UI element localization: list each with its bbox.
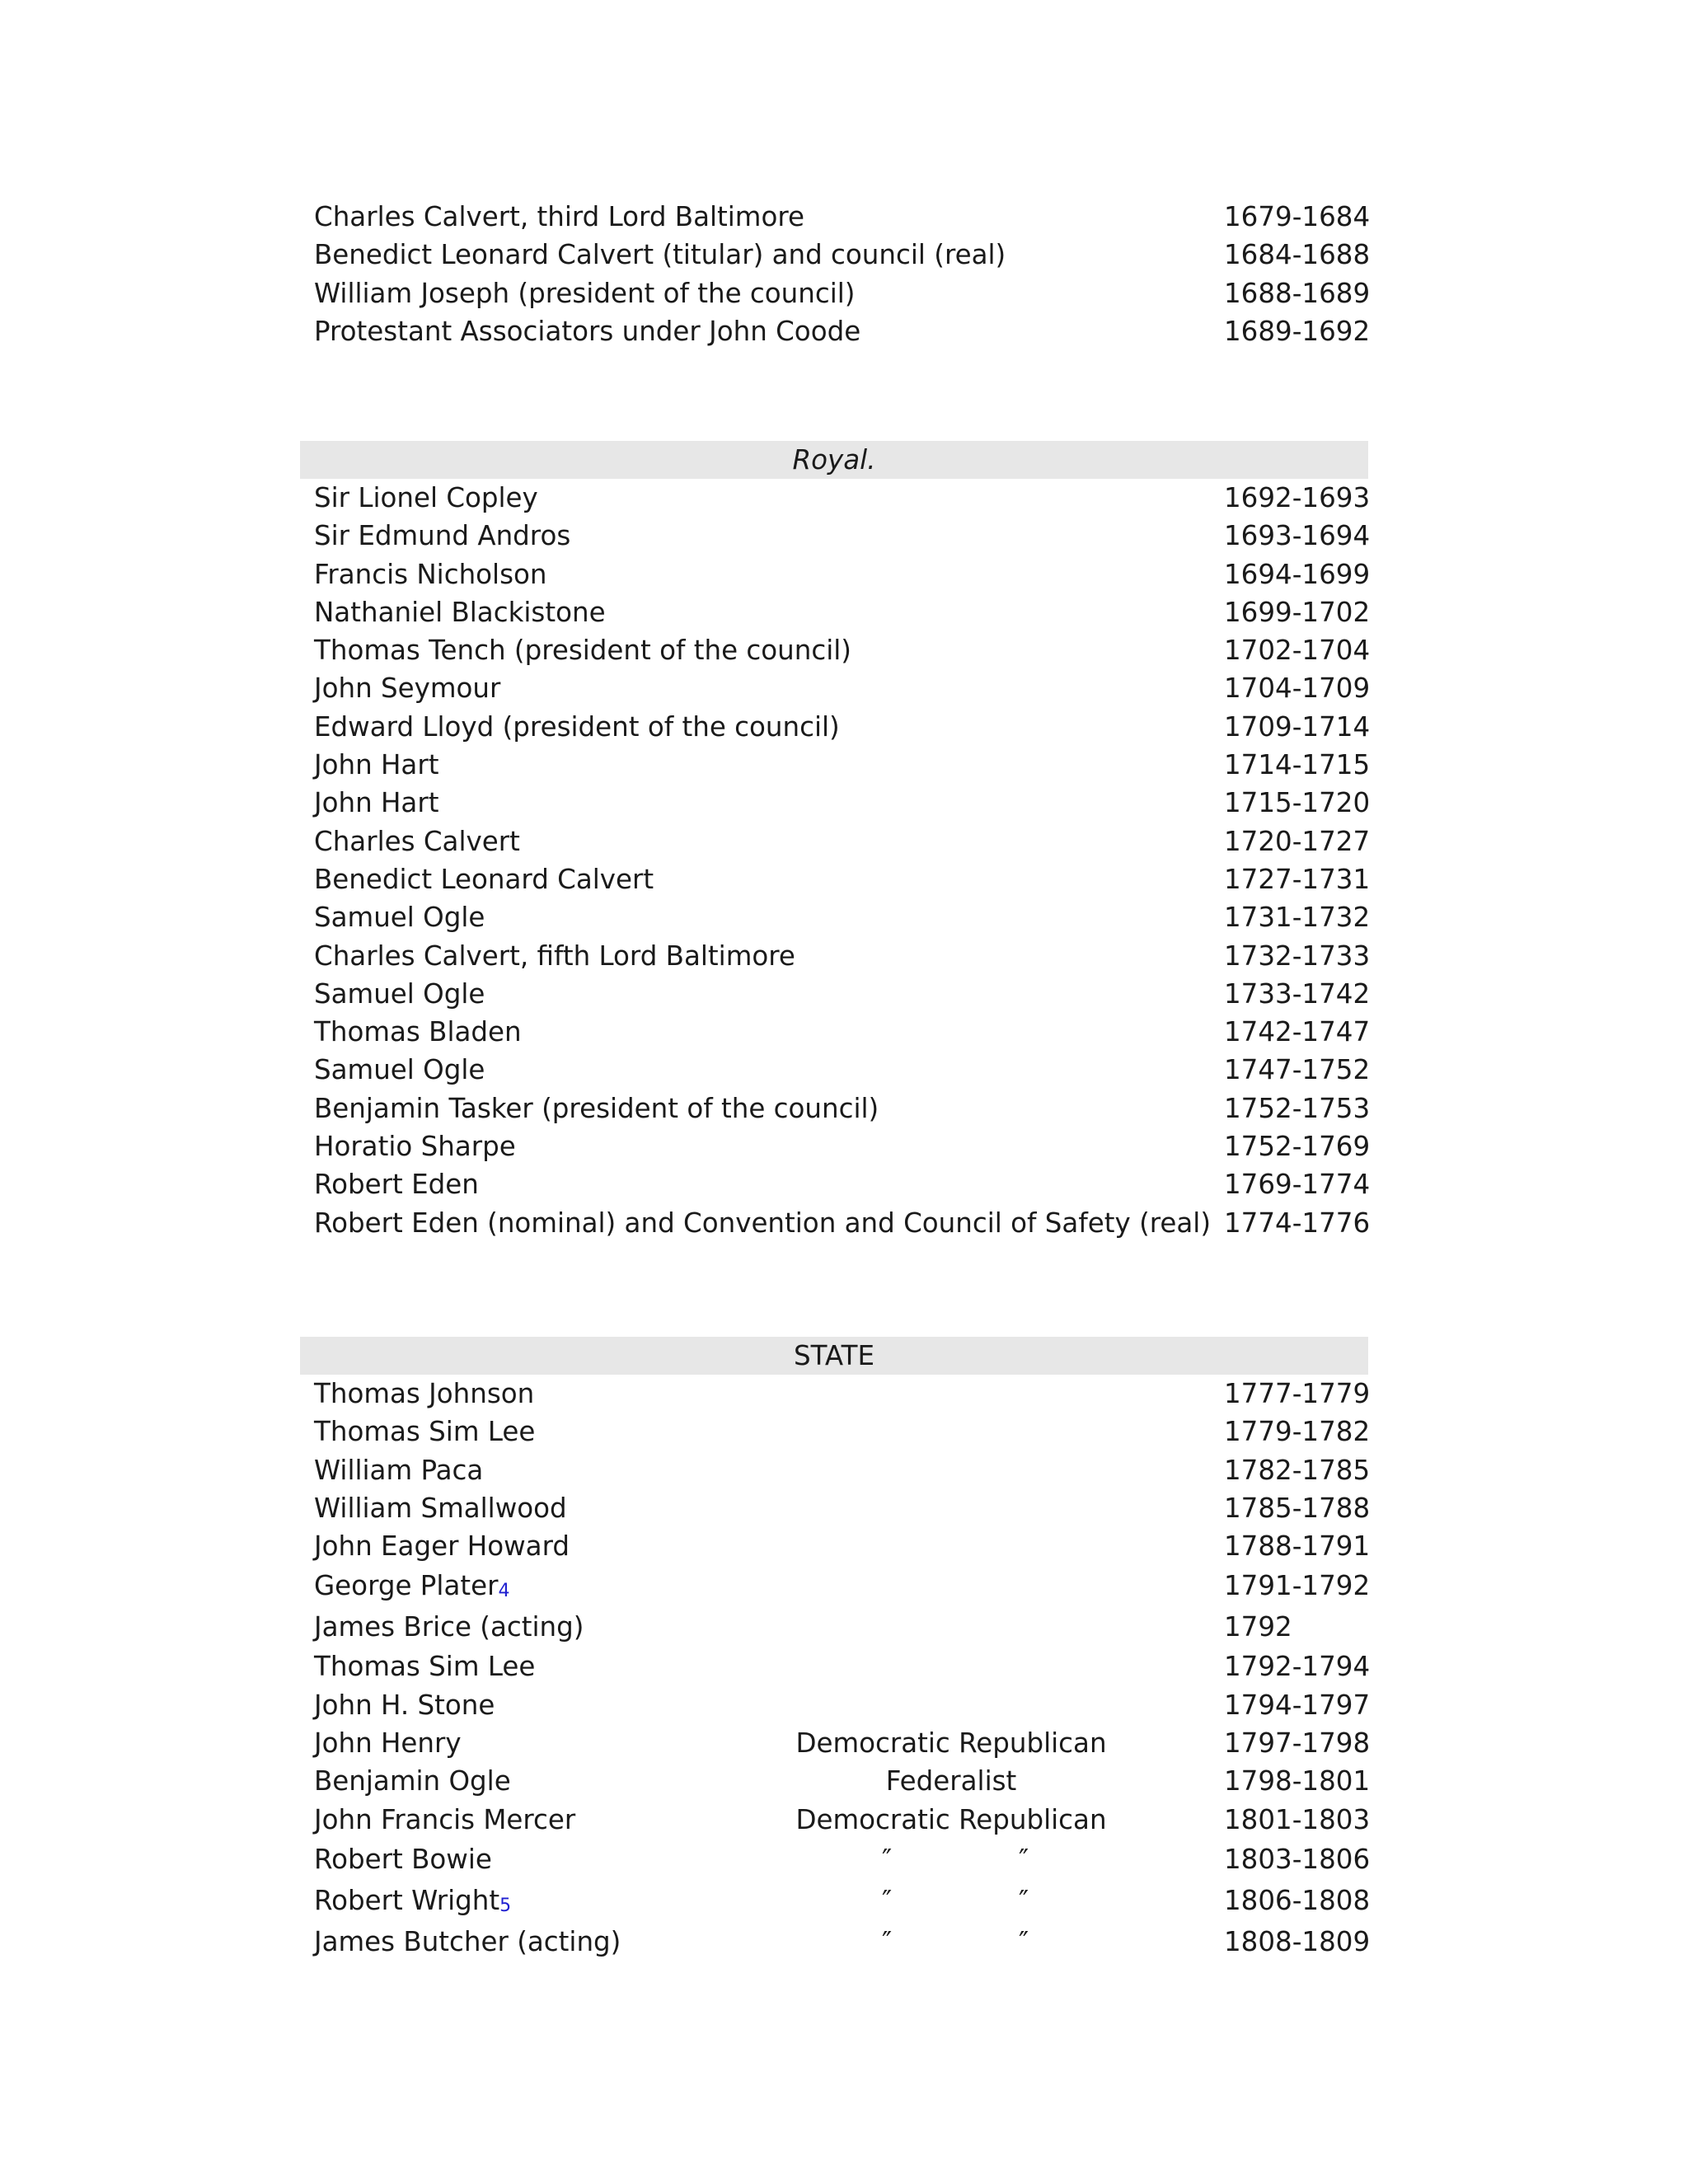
- governor-name: [314, 860, 654, 898]
- term-years: 1779-1782: [1224, 1416, 1371, 1448]
- governor-name: [314, 898, 485, 936]
- table-row: [300, 1451, 1371, 1489]
- governor-name-text: Robert Wright: [314, 1884, 500, 1916]
- governor-name-text: Benedict Leonard Calvert: [314, 863, 654, 895]
- table-row: [300, 1880, 1371, 1921]
- governor-name: [314, 746, 438, 784]
- term-years: 1692-1693: [1224, 482, 1371, 513]
- term-years: 1727-1731: [1224, 863, 1371, 895]
- table-row: [300, 1413, 1371, 1451]
- governor-name-text: Thomas Tench (president of the council): [314, 635, 851, 667]
- governor-name-text: James Butcher (acting): [314, 1925, 621, 1957]
- table-row: [300, 1375, 1371, 1413]
- governor-name: [314, 1647, 535, 1685]
- governor-name: [314, 1375, 534, 1413]
- table-row: [300, 479, 1371, 517]
- table-row: [300, 860, 1371, 898]
- governor-name-text: Samuel Ogle: [314, 1054, 485, 1086]
- governor-name: [314, 1921, 621, 1962]
- term-years: 1792-1794: [1224, 1651, 1371, 1683]
- governor-name-text: Benedict Leonard Calvert (titular) and council (real): [314, 239, 1006, 271]
- governor-name: [314, 1489, 567, 1527]
- governor-name: [314, 823, 520, 860]
- governor-name: [314, 1527, 570, 1565]
- term-years: 1693-1694: [1224, 520, 1371, 552]
- governor-name: [314, 1762, 511, 1800]
- ditto-mark: ″: [882, 1884, 893, 1916]
- term-years: 1774-1776: [1224, 1207, 1371, 1239]
- term-years: 1731-1732: [1224, 902, 1371, 934]
- governor-name-text: Robert Bowie: [314, 1843, 492, 1875]
- term-years: 1709-1714: [1224, 710, 1371, 743]
- governor-name-text: John Francis Mercer: [314, 1803, 576, 1835]
- royal-section-heading: Royal.: [300, 441, 1368, 479]
- term-years: 1704-1709: [1224, 673, 1371, 705]
- governor-name-text: William Paca: [314, 1454, 484, 1486]
- term-years: 1785-1788: [1224, 1492, 1371, 1524]
- table-row: [300, 1013, 1371, 1051]
- governor-name-text: Robert Eden (nominal) and Convention and Council of Safety (real): [314, 1207, 1212, 1239]
- table-row: [300, 746, 1371, 784]
- table-row: [300, 937, 1371, 975]
- term-years: 1808-1809: [1224, 1925, 1371, 1957]
- governor-name-text: John Hart: [314, 749, 439, 781]
- term-years: 1720-1727: [1224, 825, 1371, 857]
- governor-name-text: John H. Stone: [314, 1689, 495, 1721]
- governor-name: [314, 784, 438, 822]
- table-row: [300, 1527, 1371, 1565]
- table-row: [300, 898, 1371, 936]
- governor-name: [314, 1413, 535, 1451]
- governor-name-text: Charles Calvert, third Lord Baltimore: [314, 201, 804, 232]
- term-years: 1694-1699: [1224, 558, 1371, 590]
- table-row: [300, 1801, 1371, 1839]
- table-row: [300, 555, 1371, 593]
- governor-name-text: Thomas Bladen: [314, 1016, 522, 1048]
- term-years: 1742-1747: [1224, 1016, 1371, 1048]
- table-row: [300, 1606, 1368, 1647]
- table-row: [300, 1165, 1371, 1203]
- term-years: 1752-1753: [1224, 1092, 1371, 1124]
- term-years: 1752-1769: [1224, 1131, 1371, 1163]
- ditto-mark: ″: [882, 1925, 893, 1957]
- table-row: [300, 1762, 1371, 1800]
- term-years: 1803-1806: [1224, 1843, 1371, 1875]
- ditto-mark: ″: [1019, 1925, 1029, 1957]
- ditto-mark: ″: [1019, 1843, 1029, 1875]
- governor-name-text: Francis Nicholson: [314, 558, 547, 590]
- governor-name-text: Benjamin Tasker (president of the council): [314, 1092, 879, 1124]
- term-years: 1788-1791: [1224, 1530, 1371, 1563]
- table-row: [300, 1839, 1371, 1880]
- table-row: [300, 1489, 1371, 1527]
- governor-name: [314, 1724, 462, 1762]
- proprietary-governors-table: [300, 198, 1371, 350]
- table-row: [300, 1647, 1371, 1685]
- term-years: 1792: [1224, 1611, 1292, 1643]
- governor-name: [314, 1165, 479, 1203]
- governor-name: [314, 1204, 1211, 1242]
- term-years: 1794-1797: [1224, 1689, 1371, 1721]
- governor-name-text: Horatio Sharpe: [314, 1131, 516, 1163]
- governor-name-text: John Eager Howard: [314, 1530, 570, 1563]
- governor-name: [314, 312, 860, 350]
- term-years: 1715-1720: [1224, 787, 1371, 819]
- table-row: [300, 198, 1371, 236]
- table-row: [300, 1921, 1371, 1962]
- governor-name-text: Nathaniel Blackistone: [314, 596, 606, 628]
- governor-name-text: Sir Edmund Andros: [314, 520, 571, 552]
- governor-name-text: Sir Lionel Copley: [314, 482, 538, 513]
- governor-name: [314, 236, 1006, 274]
- table-row: [300, 517, 1371, 555]
- governor-name: [314, 479, 538, 517]
- governor-name: [314, 1839, 492, 1880]
- governor-name-text: Thomas Sim Lee: [314, 1416, 536, 1448]
- governor-name: [314, 1013, 522, 1051]
- governor-name-text: Thomas Sim Lee: [314, 1651, 536, 1683]
- term-years: 1801-1803: [1224, 1803, 1371, 1835]
- governor-name: [314, 517, 570, 555]
- party-affiliation: Federalist: [885, 1765, 1017, 1797]
- table-row: [300, 975, 1371, 1013]
- table-row: [300, 1565, 1371, 1606]
- term-years: 1791-1792: [1224, 1570, 1371, 1602]
- ditto-mark: ″: [1019, 1884, 1029, 1916]
- table-row: [300, 1686, 1371, 1724]
- royal-governors-table: [300, 441, 1371, 1242]
- governor-name-text: John Hart: [314, 787, 439, 819]
- governor-name: [314, 1127, 516, 1165]
- term-years: 1684-1688: [1224, 239, 1371, 271]
- governor-name-text: Samuel Ogle: [314, 977, 485, 1010]
- governor-name: [314, 975, 485, 1013]
- governor-name-text: William Smallwood: [314, 1492, 567, 1524]
- table-row: [300, 236, 1371, 274]
- governor-name-text: William Joseph (president of the council): [314, 277, 856, 309]
- table-row: [300, 631, 1371, 669]
- table-row: [300, 593, 1371, 631]
- table-row: [300, 1204, 1371, 1242]
- term-years: 1679-1684: [1224, 201, 1371, 232]
- governor-name: [314, 274, 856, 312]
- governor-name-text: Robert Eden: [314, 1169, 479, 1201]
- table-row: [300, 274, 1371, 312]
- governor-name-text: John Seymour: [314, 673, 501, 705]
- term-years: 1806-1808: [1224, 1884, 1371, 1916]
- table-row: [300, 1724, 1371, 1762]
- governor-name-text: Charles Calvert, fifth Lord Baltimore: [314, 940, 795, 972]
- table-row: [300, 312, 1371, 350]
- term-years: 1733-1742: [1224, 977, 1371, 1010]
- term-years: 1732-1733: [1224, 940, 1371, 972]
- footnote-link[interactable]: 4: [498, 1581, 510, 1602]
- governor-name-text: Benjamin Ogle: [314, 1765, 511, 1797]
- governor-name: [314, 669, 500, 707]
- governor-name: [314, 198, 804, 236]
- governor-name: [314, 1090, 879, 1127]
- state-section-heading: STATE: [300, 1337, 1368, 1375]
- party-affiliation: Democratic Republican: [795, 1803, 1107, 1835]
- governor-name-text: George Plater: [314, 1570, 499, 1602]
- table-row: [300, 784, 1371, 822]
- term-years: 1798-1801: [1224, 1765, 1371, 1797]
- footnote-link[interactable]: 5: [499, 1895, 512, 1916]
- term-years: 1689-1692: [1224, 315, 1371, 347]
- table-row: [300, 823, 1371, 860]
- term-years: 1702-1704: [1224, 635, 1371, 667]
- term-years: 1797-1798: [1224, 1727, 1371, 1760]
- governor-name: [314, 593, 606, 631]
- governor-name-text: John Henry: [314, 1727, 462, 1760]
- governor-name: [314, 1880, 511, 1925]
- term-years: 1688-1689: [1224, 277, 1371, 309]
- governor-name-text: Protestant Associators under John Coode: [314, 315, 861, 347]
- table-row: [300, 669, 1371, 707]
- table-row: [300, 1051, 1371, 1089]
- governor-name: [314, 708, 840, 746]
- governor-name: [314, 1606, 584, 1647]
- governor-name: [314, 1686, 495, 1724]
- governor-name-text: James Brice (acting): [314, 1611, 584, 1643]
- governor-name-text: Thomas Johnson: [314, 1378, 535, 1409]
- party-affiliation: Democratic Republican: [795, 1727, 1107, 1760]
- term-years: 1714-1715: [1224, 749, 1371, 781]
- governor-name-text: Charles Calvert: [314, 825, 520, 857]
- table-row: [300, 1090, 1371, 1127]
- governor-name: [314, 631, 851, 669]
- term-years: 1777-1779: [1224, 1378, 1371, 1409]
- governor-name: [314, 1451, 483, 1489]
- governor-name-text: Samuel Ogle: [314, 902, 485, 934]
- term-years: 1782-1785: [1224, 1454, 1371, 1486]
- governor-name: [314, 937, 795, 975]
- term-years: 1769-1774: [1224, 1169, 1371, 1201]
- state-governors-table: [300, 1337, 1371, 1962]
- governor-name: [314, 555, 547, 593]
- governor-name: [314, 1565, 509, 1610]
- governor-name: [314, 1051, 485, 1089]
- governor-name: [314, 1801, 575, 1839]
- ditto-mark: ″: [882, 1843, 893, 1875]
- term-years: 1699-1702: [1224, 596, 1371, 628]
- table-row: [300, 1127, 1371, 1165]
- table-row: [300, 708, 1371, 746]
- governor-name-text: Edward Lloyd (president of the council): [314, 710, 840, 743]
- term-years: 1747-1752: [1224, 1054, 1371, 1086]
